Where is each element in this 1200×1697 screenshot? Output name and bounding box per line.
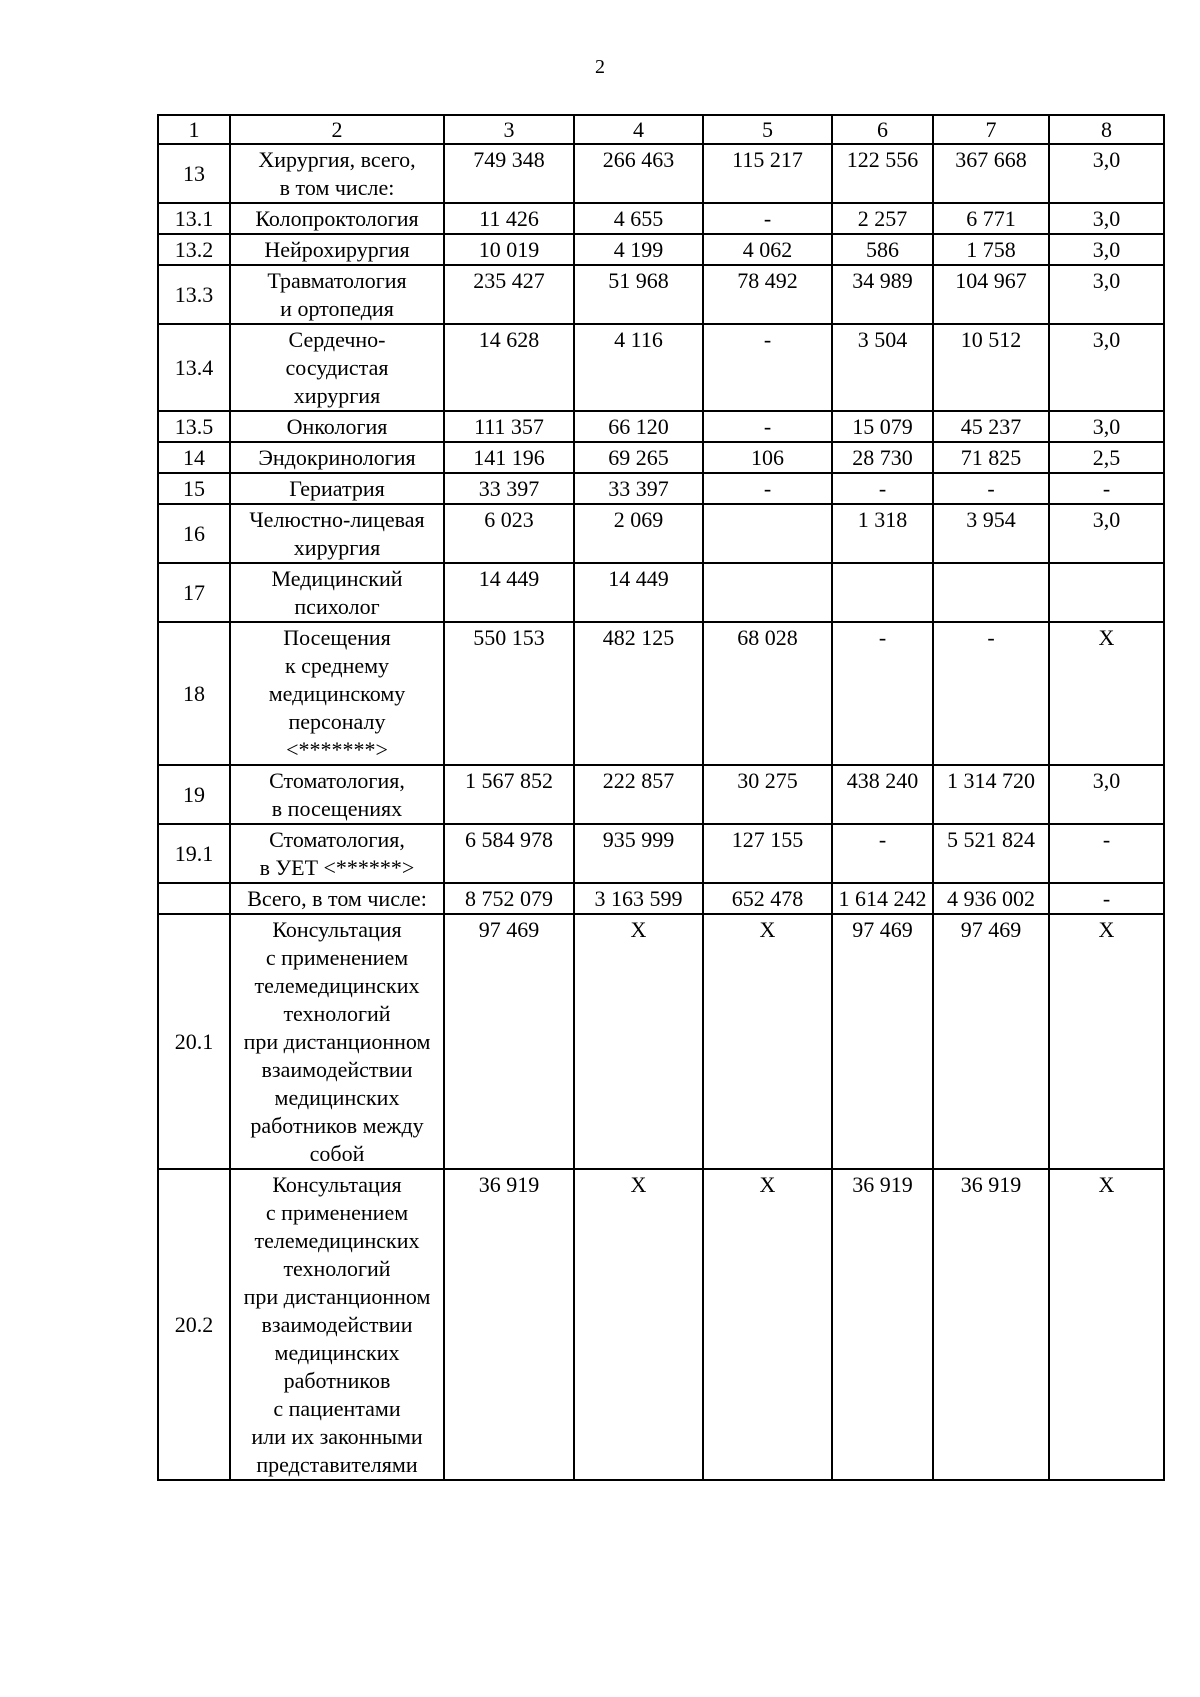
- row-name-cell: Сердечно- сосудистая хирургия: [230, 324, 444, 411]
- col8-cell: 3,0: [1049, 765, 1164, 824]
- table-row: [158, 504, 1164, 563]
- row-name-cell: Стоматология, в посещениях: [230, 765, 444, 824]
- table-row: [158, 765, 1164, 824]
- col7-cell: -: [933, 622, 1049, 765]
- row-name-cell: Гериатрия: [230, 473, 444, 504]
- row-number-cell: 13.4: [158, 324, 230, 411]
- col8-cell: 2,5: [1049, 442, 1164, 473]
- col7-cell: 6 771: [933, 203, 1049, 234]
- column-header: 8: [1049, 115, 1164, 144]
- table-row: [158, 473, 1164, 504]
- col4-cell: 222 857: [574, 765, 703, 824]
- col6-cell: -: [832, 622, 933, 765]
- table-row: [158, 622, 1164, 765]
- table-row: [158, 1169, 1164, 1480]
- row-number-cell: 13.5: [158, 411, 230, 442]
- col6-cell: 2 257: [832, 203, 933, 234]
- row-number-cell: 13.1: [158, 203, 230, 234]
- col6-cell: [832, 563, 933, 622]
- col4-cell: 69 265: [574, 442, 703, 473]
- row-number-cell: 15: [158, 473, 230, 504]
- col6-cell: 122 556: [832, 144, 933, 203]
- col7-cell: 367 668: [933, 144, 1049, 203]
- col6-cell: 1 318: [832, 504, 933, 563]
- row-name-cell: Нейрохирургия: [230, 234, 444, 265]
- table-row: [158, 265, 1164, 324]
- col7-cell: [933, 563, 1049, 622]
- col3-cell: 33 397: [444, 473, 574, 504]
- col4-cell: 2 069: [574, 504, 703, 563]
- row-name-cell: Эндокринология: [230, 442, 444, 473]
- table-row: [158, 442, 1164, 473]
- table-row: [158, 563, 1164, 622]
- col4-cell: 482 125: [574, 622, 703, 765]
- col4-cell: 935 999: [574, 824, 703, 883]
- table-row: [158, 914, 1164, 1169]
- table-row: [158, 824, 1164, 883]
- table-row: [158, 234, 1164, 265]
- row-number-cell: 13.3: [158, 265, 230, 324]
- header-row: [158, 115, 1164, 144]
- col4-cell: 66 120: [574, 411, 703, 442]
- table-row: [158, 203, 1164, 234]
- col7-cell: -: [933, 473, 1049, 504]
- row-number-cell: 16: [158, 504, 230, 563]
- col6-cell: 1 614 242: [832, 883, 933, 914]
- data-table: [157, 114, 1165, 1481]
- col3-cell: 749 348: [444, 144, 574, 203]
- col4-cell: 266 463: [574, 144, 703, 203]
- row-name-cell: Всего, в том числе:: [230, 883, 444, 914]
- col8-cell: -: [1049, 883, 1164, 914]
- col6-cell: 438 240: [832, 765, 933, 824]
- col5-cell: 127 155: [703, 824, 832, 883]
- col5-cell: 68 028: [703, 622, 832, 765]
- col5-cell: 78 492: [703, 265, 832, 324]
- col8-cell: 3,0: [1049, 324, 1164, 411]
- col6-cell: 15 079: [832, 411, 933, 442]
- col8-cell: 3,0: [1049, 265, 1164, 324]
- column-header: 1: [158, 115, 230, 144]
- col8-cell: -: [1049, 473, 1164, 504]
- col4-cell: 4 116: [574, 324, 703, 411]
- col3-cell: 10 019: [444, 234, 574, 265]
- col7-cell: 3 954: [933, 504, 1049, 563]
- col7-cell: 36 919: [933, 1169, 1049, 1480]
- col6-cell: -: [832, 824, 933, 883]
- col5-cell: 4 062: [703, 234, 832, 265]
- row-name-cell: Посещения к среднему медицинскому персоналу <*******>: [230, 622, 444, 765]
- col6-cell: 3 504: [832, 324, 933, 411]
- row-name-cell: Колопроктология: [230, 203, 444, 234]
- col3-cell: 36 919: [444, 1169, 574, 1480]
- col3-cell: 1 567 852: [444, 765, 574, 824]
- col5-cell: [703, 563, 832, 622]
- col3-cell: 11 426: [444, 203, 574, 234]
- col7-cell: 1 314 720: [933, 765, 1049, 824]
- column-header: 4: [574, 115, 703, 144]
- row-name-cell: Консультация с применением телемедицинских технологий при дистанционном взаимодействии медицинских работников с пациентами или их законными представителями: [230, 1169, 444, 1480]
- col8-cell: 3,0: [1049, 504, 1164, 563]
- table-row: [158, 411, 1164, 442]
- col7-cell: 45 237: [933, 411, 1049, 442]
- col3-cell: 97 469: [444, 914, 574, 1169]
- col6-cell: 34 989: [832, 265, 933, 324]
- col8-cell: X: [1049, 914, 1164, 1169]
- col4-cell: X: [574, 1169, 703, 1480]
- col3-cell: 8 752 079: [444, 883, 574, 914]
- col3-cell: 111 357: [444, 411, 574, 442]
- col7-cell: 10 512: [933, 324, 1049, 411]
- col8-cell: 3,0: [1049, 234, 1164, 265]
- row-number-cell: 17: [158, 563, 230, 622]
- col7-cell: 97 469: [933, 914, 1049, 1169]
- col8-cell: X: [1049, 1169, 1164, 1480]
- col8-cell: 3,0: [1049, 203, 1164, 234]
- row-name-cell: Травматология и ортопедия: [230, 265, 444, 324]
- col7-cell: 5 521 824: [933, 824, 1049, 883]
- col4-cell: 4 199: [574, 234, 703, 265]
- col7-cell: 104 967: [933, 265, 1049, 324]
- col7-cell: 1 758: [933, 234, 1049, 265]
- col3-cell: 141 196: [444, 442, 574, 473]
- col4-cell: 33 397: [574, 473, 703, 504]
- col3-cell: 235 427: [444, 265, 574, 324]
- col5-cell: 106: [703, 442, 832, 473]
- col8-cell: 3,0: [1049, 411, 1164, 442]
- col5-cell: 652 478: [703, 883, 832, 914]
- column-header: 3: [444, 115, 574, 144]
- col7-cell: 4 936 002: [933, 883, 1049, 914]
- row-number-cell: 18: [158, 622, 230, 765]
- col5-cell: -: [703, 411, 832, 442]
- row-name-cell: Консультация с применением телемедицинских технологий при дистанционном взаимодействии медицинских работников между собой: [230, 914, 444, 1169]
- col4-cell: 3 163 599: [574, 883, 703, 914]
- col3-cell: 6 584 978: [444, 824, 574, 883]
- col4-cell: X: [574, 914, 703, 1169]
- row-name-cell: Медицинский психолог: [230, 563, 444, 622]
- col6-cell: 586: [832, 234, 933, 265]
- col3-cell: 14 449: [444, 563, 574, 622]
- column-header: 5: [703, 115, 832, 144]
- col3-cell: 14 628: [444, 324, 574, 411]
- col6-cell: 28 730: [832, 442, 933, 473]
- col7-cell: 71 825: [933, 442, 1049, 473]
- column-header: 6: [832, 115, 933, 144]
- col8-cell: X: [1049, 622, 1164, 765]
- col5-cell: -: [703, 203, 832, 234]
- page-number: 2: [595, 56, 605, 78]
- col5-cell: 30 275: [703, 765, 832, 824]
- col4-cell: 51 968: [574, 265, 703, 324]
- col8-cell: -: [1049, 824, 1164, 883]
- column-header: 2: [230, 115, 444, 144]
- row-number-cell: 19: [158, 765, 230, 824]
- col4-cell: 14 449: [574, 563, 703, 622]
- table-row: [158, 144, 1164, 203]
- col6-cell: -: [832, 473, 933, 504]
- row-number-cell: 19.1: [158, 824, 230, 883]
- col6-cell: 36 919: [832, 1169, 933, 1480]
- row-name-cell: Стоматология, в УЕТ <******>: [230, 824, 444, 883]
- col5-cell: -: [703, 324, 832, 411]
- row-number-cell: [158, 883, 230, 914]
- table-row: [158, 883, 1164, 914]
- row-number-cell: 13: [158, 144, 230, 203]
- col8-cell: [1049, 563, 1164, 622]
- col3-cell: 6 023: [444, 504, 574, 563]
- row-name-cell: Хирургия, всего, в том числе:: [230, 144, 444, 203]
- col6-cell: 97 469: [832, 914, 933, 1169]
- col8-cell: 3,0: [1049, 144, 1164, 203]
- row-number-cell: 20.2: [158, 1169, 230, 1480]
- col5-cell: X: [703, 1169, 832, 1480]
- row-number-cell: 14: [158, 442, 230, 473]
- col5-cell: -: [703, 473, 832, 504]
- row-name-cell: Онкология: [230, 411, 444, 442]
- col5-cell: [703, 504, 832, 563]
- row-number-cell: 13.2: [158, 234, 230, 265]
- col5-cell: 115 217: [703, 144, 832, 203]
- col4-cell: 4 655: [574, 203, 703, 234]
- row-number-cell: 20.1: [158, 914, 230, 1169]
- col5-cell: X: [703, 914, 832, 1169]
- table-row: [158, 324, 1164, 411]
- row-name-cell: Челюстно-лицевая хирургия: [230, 504, 444, 563]
- column-header: 7: [933, 115, 1049, 144]
- col3-cell: 550 153: [444, 622, 574, 765]
